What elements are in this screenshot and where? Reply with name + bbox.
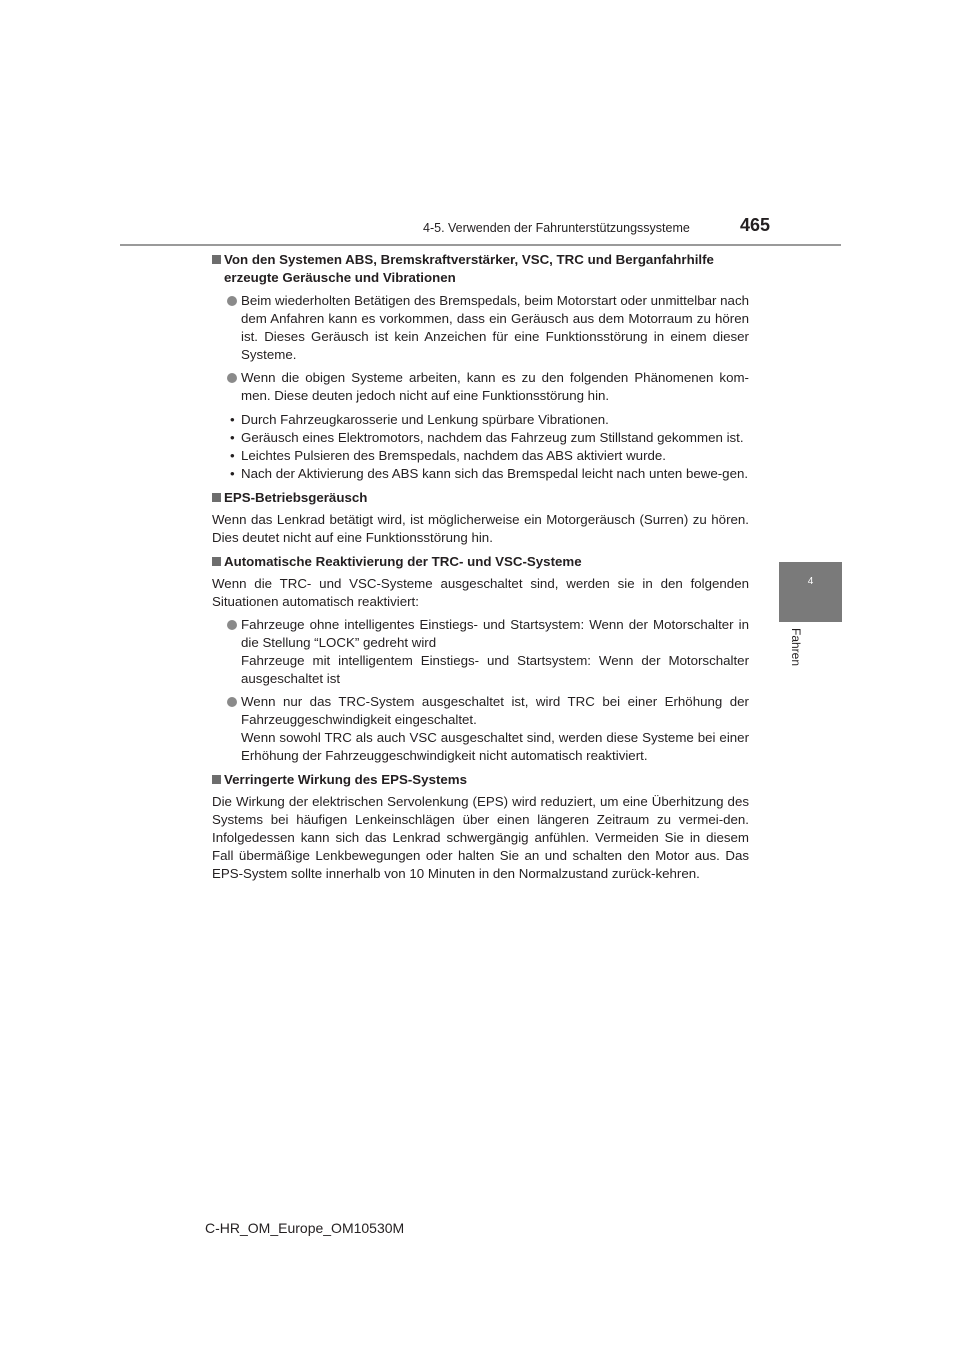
section-title: Automatische Reaktivierung der TRC- und VSC-Systeme xyxy=(224,554,582,569)
section-eps-reduced xyxy=(212,771,749,789)
section-heading: 4-5. Verwenden der Fahrunterstützungssysteme xyxy=(423,221,690,235)
point-text: Fahrzeuge ohne intelligentes Einstiegs- und Startsystem: Wenn der Motorschalter in die Stellung “LOCK” gedreht wird xyxy=(241,617,749,650)
section-body: Die Wirkung der elektrischen Servolenkung (EPS) wird reduziert, um eine Überhitzung des Systems bei häufigen Lenkeinschlägen über einen längeren Zeitraum zu vermei-den. Infolgedessen kann sich das Lenkrad schwergängig anfühlen. Vermeiden Sie in diesem Fall übermäßige Lenkbewegungen oder halten Sie an und schalten den Motor aus. Das EPS-System sollte innerhalb von 10 Minuten in den Normalzustand zurück-kehren. xyxy=(212,794,749,881)
point-text: Beim wiederholten Betätigen des Bremspedals, beim Motorstart oder unmittelbar nach dem Anfahren kann es vorkommen, dass ein Geräusch aus dem Motorraum zu hören ist. Dieses Geräusch ist kein Anzeichen für eine Funktionsstörung in einem dieser Systeme. xyxy=(241,293,749,362)
section-abs-noise xyxy=(212,251,749,287)
point-item xyxy=(227,369,749,405)
point-item xyxy=(227,693,749,765)
chapter-tab xyxy=(779,562,842,622)
square-bullet-icon xyxy=(212,493,221,502)
chapter-label: Fahren xyxy=(789,628,803,667)
circle-bullet-icon xyxy=(227,296,237,306)
circle-bullet-icon xyxy=(227,373,237,383)
section-body: Wenn die TRC- und VSC-Systeme ausgeschaltet sind, werden sie in den folgenden Situationen automatisch reaktiviert: xyxy=(212,576,749,609)
circle-bullet-icon xyxy=(227,697,237,707)
square-bullet-icon xyxy=(212,255,221,264)
point-item xyxy=(227,616,749,688)
section-trc-vsc-reactivation xyxy=(212,553,749,571)
section-title: Von den Systemen ABS, Bremskraftverstärker, VSC, TRC und Berganfahrhilfe erzeugte Geräusche und Vibrationen xyxy=(224,252,714,285)
phenomena-list xyxy=(227,411,749,483)
point-item xyxy=(227,292,749,364)
square-bullet-icon xyxy=(212,557,221,566)
square-bullet-icon xyxy=(212,775,221,784)
point-text: Fahrzeuge mit intelligentem Einstiegs- und Startsystem: Wenn der Motorschalter ausgeschaltet ist xyxy=(241,653,749,686)
list-item: • Geräusch eines Elektromotors, nachdem das Fahrzeug zum Stillstand gekommen ist. xyxy=(227,429,749,447)
section-body: Wenn das Lenkrad betätigt wird, ist möglicherweise ein Motorgeräusch (Surren) zu hören. Dies deutet nicht auf eine Funktionsstörung hin. xyxy=(212,512,749,545)
section-title: Verringerte Wirkung des EPS-Systems xyxy=(224,772,468,787)
list-item: • Leichtes Pulsieren des Bremspedals, nachdem das ABS aktiviert wurde. xyxy=(227,447,749,465)
page-content xyxy=(212,251,749,883)
section-title: EPS-Betriebsgeräusch xyxy=(224,490,368,505)
point-text: Wenn die obigen Systeme arbeiten, kann es zu den folgenden Phänomenen kom-men. Diese deuten jedoch nicht auf eine Funktionsstörung hin. xyxy=(241,370,749,403)
list-item: • Nach der Aktivierung des ABS kann sich das Bremspedal leicht nach unten bewe-gen. xyxy=(227,465,749,483)
header-divider xyxy=(120,244,841,246)
circle-bullet-icon xyxy=(227,620,237,630)
point-text: Wenn nur das TRC-System ausgeschaltet ist, wird TRC bei einer Erhöhung der Fahrzeuggeschwindigkeit eingeschaltet. xyxy=(241,694,749,727)
section-eps-noise xyxy=(212,489,749,507)
document-code: C-HR_OM_Europe_OM10530M xyxy=(205,1220,405,1236)
list-item: • Durch Fahrzeugkarosserie und Lenkung spürbare Vibrationen. xyxy=(227,411,749,429)
page-number: 465 xyxy=(740,215,771,235)
chapter-number: 4 xyxy=(807,576,814,587)
point-text: Wenn sowohl TRC als auch VSC ausgeschaltet sind, werden diese Systeme bei einer Erhöhung der Fahrzeuggeschwindigkeit nicht automatisch reaktiviert. xyxy=(241,730,749,763)
